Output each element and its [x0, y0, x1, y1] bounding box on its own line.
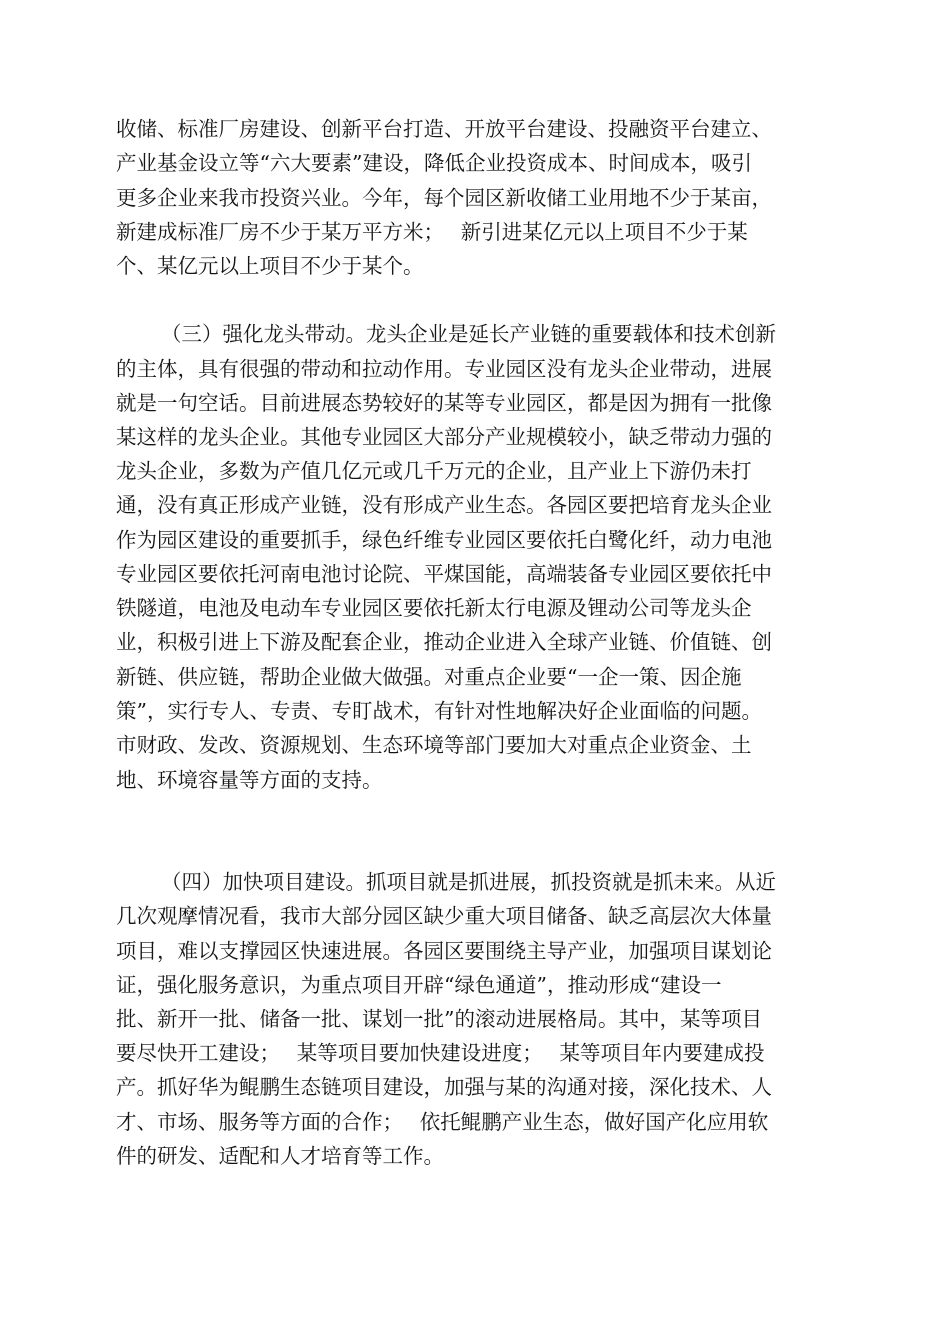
text-line: 要尽快开工建设； 某等项目要加快建设进度； 某等项目年内要建成投: [116, 1041, 765, 1065]
text-line: 个、某亿元以上项目不少于某个。: [116, 254, 424, 278]
text-line: 收储、标准厂房建设、创新平台打造、开放平台建设、投融资平台建立、: [116, 117, 772, 141]
text-line: 新建成标准厂房不少于某万平方米； 新引进某亿元以上项目不少于某: [116, 220, 748, 244]
text-line: 作为园区建设的重要抓手，绿色纤维专业园区要依托白鹭化纤，动力电池: [116, 528, 772, 552]
text-line: 几次观摩情况看，我市大部分园区缺少重大项目储备、缺乏高层次大体量: [116, 904, 772, 928]
text-line: 业，积极引进上下游及配套企业，推动企业进入全球产业链、价值链、创: [116, 630, 772, 654]
text-line: 才、市场、服务等方面的合作； 依托鲲鹏产业生态，做好国产化应用软: [116, 1110, 769, 1134]
text-line: 通，没有真正形成产业链，没有形成产业生态。各园区要把培育龙头企业: [116, 493, 772, 517]
section-heading-line: （四）加快项目建设。抓项目就是抓进展，抓投资就是抓未来。从近: [161, 870, 776, 894]
text-line: 龙头企业，多数为产值几亿元或几千万元的企业，且产业上下游仍未打: [116, 459, 752, 483]
section-heading-line: （三）强化龙头带动。龙头企业是延长产业链的重要载体和技术创新: [161, 322, 776, 346]
text-line: 策”，实行专人、专责、专盯战术，有针对性地解决好企业面临的问题。: [116, 699, 762, 723]
text-line: 产。抓好华为鲲鹏生态链项目建设，加强与某的沟通对接，深化技术、人: [116, 1075, 772, 1099]
text-line: 件的研发、适配和人才培育等工作。: [116, 1144, 444, 1168]
text-line: 铁隧道，电池及电动车专业园区要依托新太行电源及锂动公司等龙头企: [116, 596, 752, 620]
text-line: 项目，难以支撑园区快速进展。各园区要围绕主导产业，加强项目谋划论: [116, 939, 772, 963]
text-line: 的主体，具有很强的带动和拉动作用。专业园区没有龙头企业带动，进展: [116, 357, 772, 381]
text-line: 某这样的龙头企业。其他专业园区大部分产业规模较小，缺乏带动力强的: [116, 425, 772, 449]
text-line: 地、环境容量等方面的支持。: [116, 768, 383, 792]
text-line: 就是一句空话。目前进展态势较好的某等专业园区，都是因为拥有一批像: [116, 391, 772, 415]
text-line: 批、新开一批、储备一批、谋划一批”的滚动进展格局。其中，某等项目: [116, 1007, 762, 1031]
text-line: 证，强化服务意识，为重点项目开辟“绿色通道”，推动形成“建设一: [116, 973, 722, 997]
text-line: 专业园区要依托河南电池讨论院、平煤国能，高端装备专业园区要依托中: [116, 562, 772, 586]
text-line: 产业基金设立等“六大要素”建设，降低企业投资成本、时间成本，吸引: [116, 151, 752, 175]
text-line: 更多企业来我市投资兴业。今年，每个园区新收储工业用地不少于某亩，: [116, 186, 772, 210]
text-line: 市财政、发改、资源规划、生态环境等部门要加大对重点企业资金、土: [116, 733, 752, 757]
text-line: 新链、供应链，帮助企业做大做强。对重点企业要“一企一策、因企施: [116, 665, 742, 689]
